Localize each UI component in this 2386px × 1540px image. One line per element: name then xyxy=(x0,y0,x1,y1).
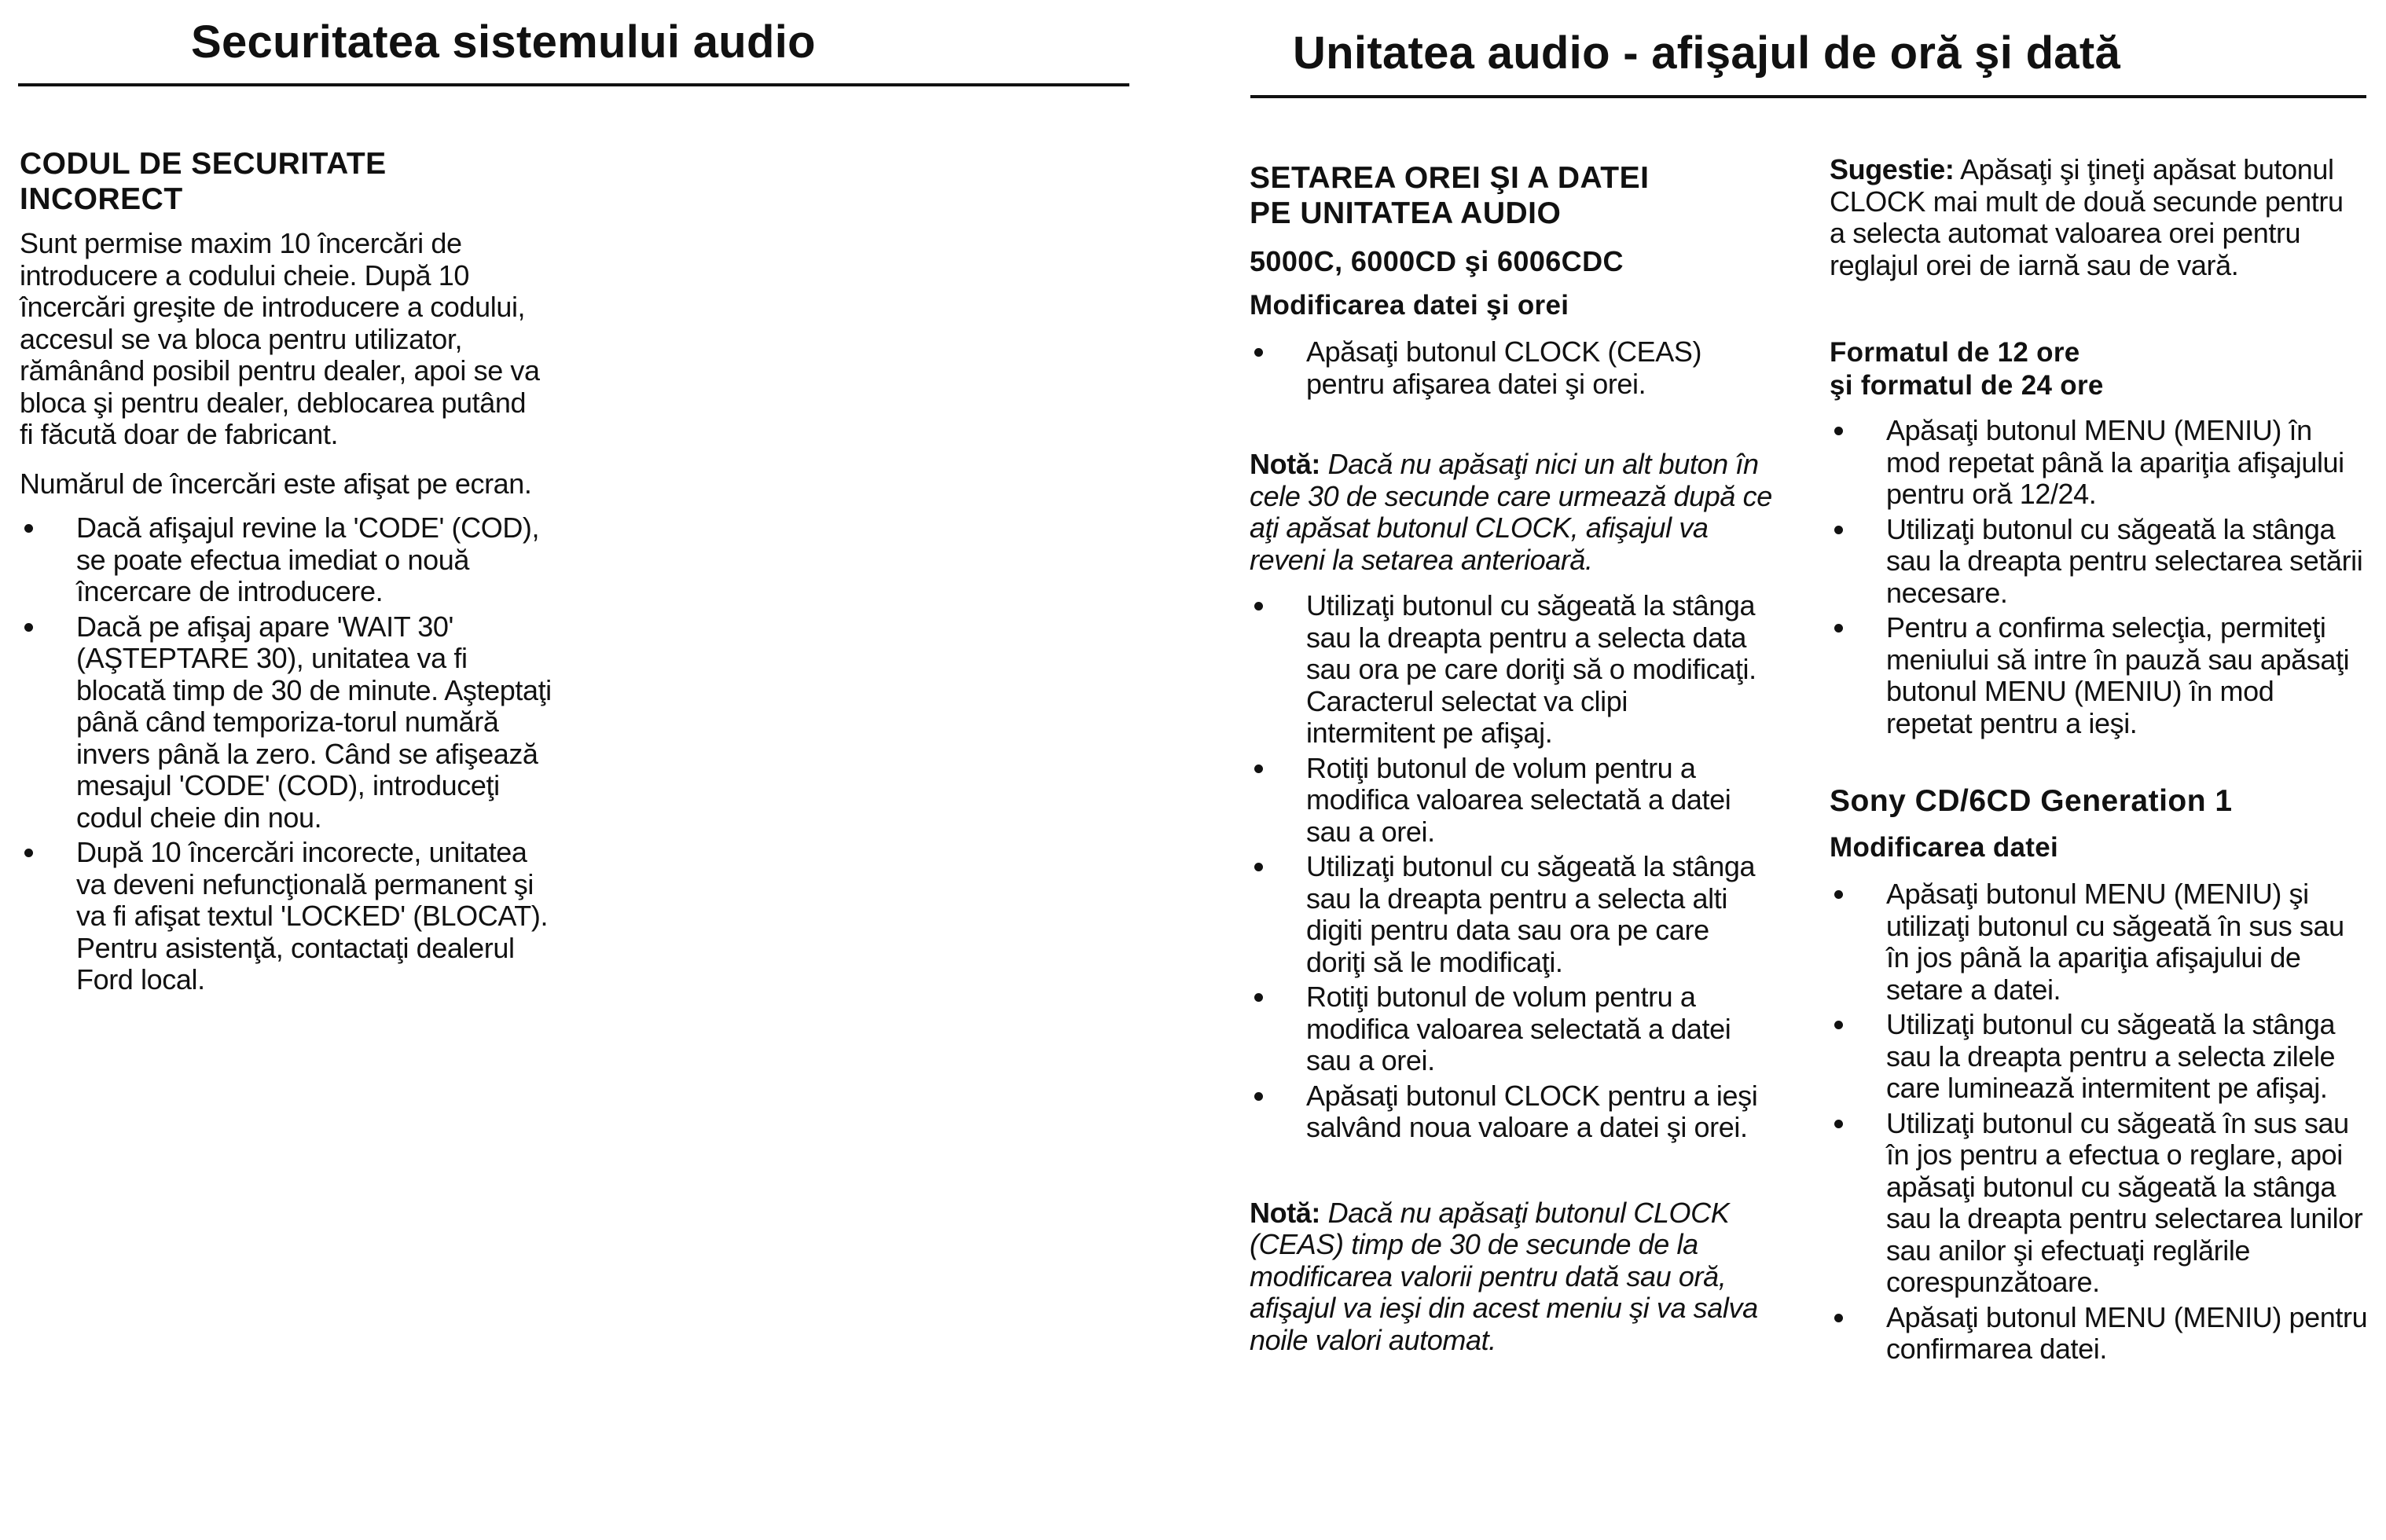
paragraph-attempt-count: Numărul de încercări este afişat pe ecran. xyxy=(20,467,532,500)
list-item xyxy=(1830,1009,2372,1105)
left-column xyxy=(20,146,562,996)
note-label: Notă: xyxy=(1250,1196,1320,1229)
list-item-text: Apăsaţi butonul CLOCK pentru a ieşi salvând noua valoare a datei şi orei. xyxy=(1306,1079,1758,1143)
list-item-text: Utilizaţi butonul cu săgeată în sus sau în jos pentru a efectua o reglare, apoi apăsaţi butonul cu săgeată la stânga sau la dreapta pentru selectarea lunilor sau anilor şi efectuaţi reglările corespunzătoare. xyxy=(1886,1106,2363,1298)
list-item-text: Utilizaţi butonul cu săgeată la stânga sau la dreapta pentru a selecta alti digiti pentru data sau ora pe care doriţi să le modificaţi. xyxy=(1306,850,1756,978)
list-item xyxy=(1830,1302,2372,1366)
note-text: Dacă nu apăsaţi butonul CLOCK (CEAS) timp de 30 de secunde de la modificarea valorii pentru dată sau oră, afişajul va ieşi din acest meniu şi va salva noile valori automat. xyxy=(1250,1196,1758,1356)
sony-subheading: Modificarea datei xyxy=(1830,832,2059,863)
tip-text: Apăsaţi şi ţineţi apăsat butonul CLOCK mai mult de două secunde pentru a selecta automat valoarea orei pentru reglajul orei de iarnă sau de vară. xyxy=(1830,153,2344,281)
list-item xyxy=(20,512,562,608)
right-title-rule xyxy=(1250,95,2366,98)
list-item-text: Utilizaţi butonul cu săgeată la stânga sau la dreapta pentru selectarea setării necesare. xyxy=(1886,512,2363,609)
bullet-icon xyxy=(1254,348,1263,357)
security-code-heading-line1: CODUL DE SECURITATE xyxy=(20,147,387,181)
list-item-text: Dacă pe afişaj apare 'WAIT 30' (AŞTEPTARE 30), unitatea va fi blocată timp de 30 de minute. Aşteptaţi până când temporiza-torul numără invers până la zero. Când se afişează mesajul 'CODE' (COD), introduceţi codul cheie din nou. xyxy=(76,610,552,834)
list-item xyxy=(20,837,562,996)
bullet-icon xyxy=(1254,993,1263,1002)
sony-bullets xyxy=(1830,878,2372,1366)
models-heading: 5000C, 6000CD şi 6006CDC xyxy=(1250,245,1624,277)
list-item-text: Dacă afişajul revine la 'CODE' (COD), se poate efectua imediat o nouă încercare de introducere. xyxy=(76,512,540,607)
change-date-time-subheading: Modificarea datei şi orei xyxy=(1250,290,1569,321)
format-heading-line2: şi formatul de 24 ore xyxy=(1830,370,2104,401)
list-item-text: Apăsaţi butonul MENU (MENIU) în mod repetat până la apariţia afişajului pentru oră 12/24. xyxy=(1886,414,2344,510)
note-text: Dacă nu apăsaţi nici un alt buton în cele 30 de secunde care urmează după ce aţi apăsat butonul CLOCK, afişajul va reveni la setarea anterioară. xyxy=(1250,448,1772,576)
tip-paragraph xyxy=(1830,154,2348,281)
set-time-date-heading-line2: PE UNITATEA AUDIO xyxy=(1250,196,1562,230)
list-item-text: Pentru a confirma selecţia, permiteţi meniului să intre în pauză sau apăsaţi butonul MENU (MENIU) în mod repetat pentru a ieşi. xyxy=(1886,611,2350,739)
bullet-icon xyxy=(1254,764,1263,773)
set-time-date-heading-line1: SETAREA OREI ŞI A DATEI xyxy=(1250,161,1650,195)
list-item xyxy=(1830,415,2364,511)
list-item xyxy=(1250,851,1760,978)
paragraph-attempts: Sunt permise maxim 10 încercări de introducere a codului cheie. După 10 încercări greşite de introducere a codului, accesul se va bloca pentru utilizator, rămânând posibil pentru dealer, apoi se va bloca şi pentru dealer, deblocarea putând fi făcută doar de fabricant. xyxy=(20,227,540,450)
format-heading-line1: Formatul de 12 ore xyxy=(1830,337,2080,368)
list-item-text: Apăsaţi butonul MENU (MENIU) şi utilizaţi butonul cu săgeată în sus sau în jos până la apariţia afişajului de setare a datei. xyxy=(1886,878,2344,1006)
format-heading xyxy=(1830,336,2380,402)
note-1 xyxy=(1250,449,1784,576)
list-item-text: Utilizaţi butonul cu săgeată la stânga sau la dreapta pentru a selecta zilele care luminează intermitent pe afişaj. xyxy=(1886,1008,2336,1104)
security-code-heading-line2: INCORECT xyxy=(20,182,183,216)
security-code-heading xyxy=(20,146,562,217)
list-item xyxy=(1250,590,1760,750)
list-item xyxy=(1830,1108,2372,1299)
set-time-date-heading xyxy=(1250,160,1800,231)
list-item-text: Rotiţi butonul de volum pentru a modifica valoarea selectată a datei sau a orei. xyxy=(1306,981,1731,1076)
format-bullets xyxy=(1830,415,2364,739)
list-item-text: După 10 încercări incorecte, unitatea va deveni nefuncţională permanent şi va fi afişat textul 'LOCKED' (BLOCAT). Pentru asistenţă, contactaţi dealerul Ford local. xyxy=(76,836,549,996)
list-item-text: Utilizaţi butonul cu săgeată la stânga sau la dreapta pentru a selecta data sau ora pe care doriţi să o modificaţi. Caracterul selectat va clipi intermitent pe afişaj. xyxy=(1306,589,1756,749)
list-item-text: Rotiţi butonul de volum pentru a modifica valoarea selectată a datei sau a orei. xyxy=(1306,751,1731,848)
list-item xyxy=(1830,612,2364,739)
list-item xyxy=(1830,514,2364,610)
bullet-icon xyxy=(1834,1021,1843,1029)
list-item xyxy=(1250,981,1760,1077)
bullet-icon xyxy=(1254,863,1263,871)
bullet-icon xyxy=(24,524,33,533)
bullet-icon xyxy=(1834,890,1843,899)
list-item xyxy=(1250,1080,1760,1144)
bullet-icon xyxy=(24,623,33,632)
note-label: Notă: xyxy=(1250,448,1320,480)
clock-bullets xyxy=(1250,336,1753,400)
bullet-icon xyxy=(1834,1314,1843,1322)
list-item xyxy=(1830,878,2372,1006)
note-2 xyxy=(1250,1197,1792,1357)
left-title-rule xyxy=(18,83,1129,86)
list-item xyxy=(20,611,562,834)
list-item-text: Apăsaţi butonul CLOCK (CEAS) pentru afişarea datei şi orei. xyxy=(1306,336,1702,400)
middle-column xyxy=(1250,160,1800,1356)
security-bullets xyxy=(20,512,562,996)
bullet-icon xyxy=(24,849,33,857)
right-column xyxy=(1830,154,2380,1366)
bullet-icon xyxy=(1254,602,1263,610)
bullet-icon xyxy=(1834,427,1843,435)
bullet-icon xyxy=(1834,1120,1843,1128)
left-page-title: Securitatea sistemului audio xyxy=(191,16,816,68)
list-item xyxy=(1250,336,1753,400)
right-page-title: Unitatea audio - afişajul de oră şi dată xyxy=(1293,28,2121,79)
tip-label: Sugestie: xyxy=(1830,153,1955,185)
list-item xyxy=(1250,753,1760,849)
bullet-icon xyxy=(1254,1092,1263,1101)
bullet-icon xyxy=(1834,624,1843,632)
bullet-icon xyxy=(1834,526,1843,534)
sony-heading: Sony CD/6CD Generation 1 xyxy=(1830,784,2233,818)
list-item-text: Apăsaţi butonul MENU (MENIU) pentru confirmarea datei. xyxy=(1886,1300,2368,1365)
date-edit-bullets xyxy=(1250,590,1760,1144)
